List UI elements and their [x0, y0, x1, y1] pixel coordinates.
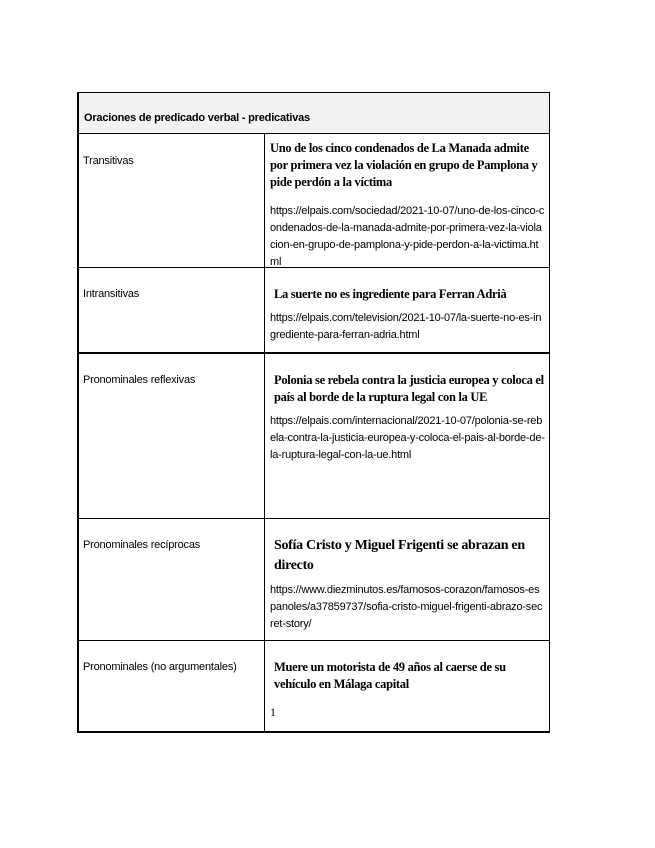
example-cell: [265, 354, 549, 518]
sentence-table: [77, 92, 550, 733]
table-header-title: Oraciones de predicado verbal - predicativas: [84, 112, 310, 124]
example-cell: [265, 268, 549, 352]
table-row-intransitivas: [79, 268, 549, 354]
source-url[interactable]: https://elpais.com/sociedad/2021-10-07/uno-de-los-cinco-condenados-de-la-manada-admite-por-primera-vez-la-violacion-en-grupo-de-pamplona-y-pide-perdon-a-la-victima.html: [270, 205, 545, 268]
source-url[interactable]: https://www.diezminutos.es/famosos-corazon/famosos-espanoles/a37859737/sofia-cristo-miguel-frigenti-abrazo-secret-story/: [270, 584, 543, 630]
headline-text: Sofía Cristo y Miguel Frigenti se abrazan en directo: [274, 538, 525, 573]
category-label: Pronominales reflexivas: [79, 354, 265, 518]
footnote-marker: 1: [270, 705, 276, 719]
example-cell: [265, 134, 549, 267]
category-label: Pronominales (no argumentales): [79, 641, 265, 731]
table-row-reflexivas: [79, 354, 549, 519]
source-url[interactable]: https://elpais.com/television/2021-10-07/la-suerte-no-es-ingrediente-para-ferran-adria.html: [270, 312, 542, 341]
category-label: Transitivas: [79, 134, 265, 267]
table-row-no-argumentales: [79, 641, 549, 731]
category-label: Intransitivas: [79, 268, 265, 352]
table-row-reciprocas: [79, 519, 549, 641]
headline-text: Uno de los cinco condenados de La Manada admite por primera vez la violación en grupo de Pamplona y pide perdón a la víctima: [270, 141, 538, 189]
headline-text: Polonia se rebela contra la justicia europea y coloca el país al borde de la ruptura legal con la UE: [274, 373, 544, 404]
table-header: [79, 92, 549, 134]
category-label: Pronominales recíprocas: [79, 519, 265, 640]
headline-text: La suerte no es ingrediente para Ferran Adrià: [274, 287, 507, 301]
example-cell: [265, 641, 549, 731]
example-cell: [265, 519, 549, 640]
source-url[interactable]: https://elpais.com/internacional/2021-10-07/polonia-se-rebela-contra-la-justicia-europea-y-coloca-el-pais-al-borde-de-la-ruptura-legal-con-la-ue.html: [270, 415, 545, 461]
headline-text: Muere un motorista de 49 años al caerse de su vehículo en Málaga capital: [274, 660, 506, 691]
table-row-transitivas: [79, 134, 549, 268]
